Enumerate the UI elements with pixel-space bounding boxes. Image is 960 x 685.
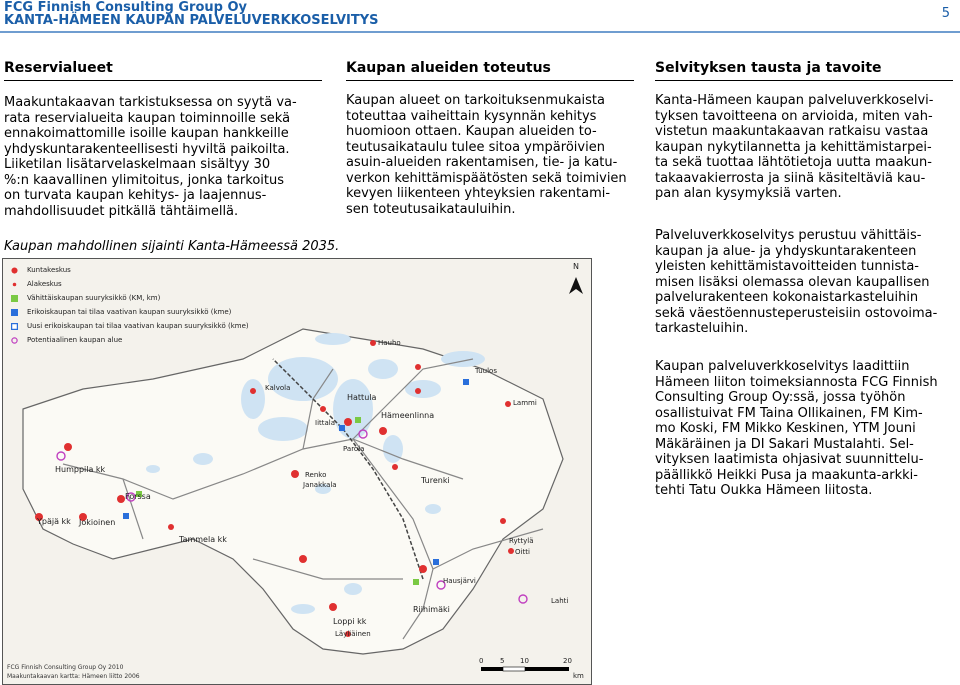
col1-line: Liiketilan lisätarvelaskelmaan sisältyy 30 — [4, 157, 271, 172]
col2-line: Kaupan alueet on tarkoituksenmukaista — [346, 93, 605, 108]
col2-rule — [346, 80, 634, 81]
place-label: Humppila kk — [55, 465, 106, 474]
scale-bar — [481, 667, 569, 671]
scale-label: 0 — [479, 657, 484, 665]
place-label: Jokioinen — [79, 518, 116, 527]
place-label: Tammela kk — [179, 535, 227, 544]
place-label: Turenki — [421, 476, 450, 485]
col1-line: rata reservialueita kaupan toiminnoille sekä — [4, 110, 291, 126]
place-label: Oitti — [515, 548, 530, 556]
map-caption: Kaupan mahdollinen sijainti Kanta-Hämeessä 2035. — [4, 239, 340, 254]
col3-line: osallistuivat FM Taina Ollikainen, FM Kim- — [655, 405, 923, 421]
col3-line: kaupan ja alue- ja yhdyskuntarakenteen — [655, 243, 917, 259]
col3-line: Mäkäräinen ja DI Sakari Mustalahti. Sel- — [655, 436, 914, 452]
col3-line: Hämeen liiton toimeksiannosta FCG Finnish — [655, 374, 938, 390]
col3-line: tehti Tatu Oukka Hämeen liitosta. — [655, 483, 873, 498]
scale-label: 5 — [500, 657, 505, 665]
col3-para1 — [655, 93, 959, 202]
col3-line: sekä väestöennusteperusteisiin ostovoima- — [655, 305, 938, 321]
col3-line: pan alan kysymyksiä varten. — [655, 186, 842, 201]
col2-line: huomioon ottaen. Kaupan alueiden to- — [346, 124, 597, 139]
col3-line: mo Koski, FM Mikko Keskinen, YTM Jouni — [655, 421, 916, 436]
col3-line: misen lisäksi olemassa olevan kaupallisen — [655, 274, 930, 290]
col3-line: Kanta-Hämeen kaupan palveluverkkoselvi- — [655, 93, 934, 108]
green-square-icon — [11, 295, 18, 302]
north-arrow-icon — [569, 277, 583, 294]
legend-label: Alakeskus — [27, 280, 62, 288]
place-label: Riihimäki — [413, 605, 450, 614]
report-title: KANTA-HÄMEEN KAUPAN PALVELUVERKKOSELVITYS — [4, 13, 379, 28]
col2-line: teutusaikataulu tulee sitoa ympäröivien — [346, 139, 605, 155]
col3-line: vistetun maakuntakaavan ratkaisu vastaa — [655, 124, 929, 139]
col1-line: yhdyskuntarakenteellisesti hyviltä paikoilta. — [4, 141, 290, 157]
col1-line: mahdollisuudet pitkällä tähtäimellä. — [4, 203, 239, 219]
place-label: Lahti — [551, 597, 569, 605]
regional-map — [2, 258, 592, 685]
legend-label: Kuntakeskus — [27, 266, 71, 274]
col3-line: ta sekä tuottaa lähtötietoja uutta maakun- — [655, 155, 932, 170]
scale-unit: km — [573, 672, 584, 680]
col3-line: Kaupan palveluverkkoselvitys laadittiin — [655, 359, 910, 374]
place-label: Läyliäinen — [335, 630, 371, 638]
col2-line: toteuttaa vaiheittain kysynnän kehitys — [346, 108, 597, 124]
col3-line: palvelurakenteen kokonaistarkasteluihin — [655, 290, 919, 305]
col2-body — [346, 93, 646, 217]
legend-label: Erikoiskaupan tai tilaa vaativan kaupan suuryksikkö (kme) — [27, 308, 232, 316]
scale-label: 10 — [520, 657, 529, 665]
col1-rule — [4, 80, 322, 81]
col3-para2 — [655, 228, 959, 337]
col3-line: tyksen tavoitteena on arvioida, miten vah- — [655, 108, 933, 124]
place-label: Janakkala — [303, 481, 337, 489]
blue-outline-square-icon — [11, 323, 18, 330]
col3-line: päällikkö Heikki Pusa ja maakunta-arkki- — [655, 467, 918, 483]
col3-line: Consulting Group Oy:ssä, jossa työhön — [655, 390, 906, 405]
page-number: 5 — [941, 6, 950, 21]
col3-line: tarkasteluihin. — [655, 321, 749, 336]
place-label: Hauho — [378, 339, 401, 347]
scale-label: 20 — [563, 657, 572, 665]
col3-line: kaupan nykytilannetta ja kehittämistarpei- — [655, 139, 932, 155]
place-label: Hattula — [347, 393, 377, 402]
map-credit: FCG Finnish Consulting Group Oy 2010 — [7, 664, 124, 671]
place-label: Ypäjä kk — [37, 517, 71, 526]
place-label: Lammi — [513, 399, 537, 407]
company-name: FCG Finnish Consulting Group Oy — [4, 0, 247, 15]
col2-line: sen toteutusaikatauluihin. — [346, 201, 516, 217]
legend-label: Vähittäiskaupan suuryksikkö (KM, km) — [27, 294, 161, 302]
blue-square-icon — [11, 309, 18, 316]
legend-label: Uusi erikoiskaupan tai tilaa vaativan kaupan suuryksikkö (kme) — [27, 322, 249, 330]
place-label: Hämeenlinna — [381, 411, 435, 420]
place-label: Kalvola — [265, 384, 291, 392]
col1-line: Maakuntakaavan tarkistuksessa on syytä va- — [4, 95, 297, 110]
small-red-dot-icon — [11, 281, 18, 288]
col3-para3 — [655, 359, 959, 499]
col1-body — [4, 95, 334, 219]
col2-line: verkon kehittämispäätösten sekä toimivien — [346, 170, 627, 186]
place-label: Loppi kk — [333, 617, 367, 626]
red-dot-icon — [11, 267, 18, 274]
col3-line: yleisten kehittämistavoitteiden tunnista- — [655, 259, 919, 274]
place-label: Parola — [343, 445, 365, 453]
col3-line: Palveluverkkoselvitys perustuu vähittäis- — [655, 228, 922, 243]
col3-heading: Selvityksen tausta ja tavoite — [655, 60, 882, 76]
place-label: Forssa — [125, 492, 151, 501]
header-rule — [0, 31, 960, 33]
col2-line: kevyen liikenteen yhteyksien rakentami- — [346, 186, 611, 201]
place-label: Tuulos — [475, 367, 497, 375]
page-header — [0, 0, 960, 30]
map-credit: Maakuntakaavan kartta: Hämeen liitto 2006 — [7, 673, 140, 680]
col3-line: takaavakierrosta ja siinä käsiteltäviä kau- — [655, 170, 926, 186]
north-label: N — [573, 262, 579, 271]
place-label: Ryttylä — [509, 537, 534, 545]
legend-label: Potentiaalinen kaupan alue — [27, 336, 123, 344]
place-label: Renko — [305, 471, 327, 479]
col1-heading: Reservialueet — [4, 60, 113, 76]
col3-line: vityksen laatimista ohjasivat suunnittelu- — [655, 452, 924, 467]
col2-line: asuin-alueiden rakentamisen, tie- ja katu- — [346, 155, 618, 170]
place-label: Iittala — [315, 419, 336, 427]
col1-line: on turvata kaupan kehitys- ja laajennus- — [4, 188, 267, 203]
purple-ring-icon — [11, 337, 18, 344]
col1-line: ennakoimattomille isoille kaupan hankkeille — [4, 126, 289, 141]
col2-heading: Kaupan alueiden toteutus — [346, 60, 551, 76]
col1-line: %:n kaavallinen ylimitoitus, jonka tarkoitus — [4, 172, 285, 188]
col3-rule — [655, 80, 953, 81]
place-label: Hausjärvi — [443, 577, 476, 585]
